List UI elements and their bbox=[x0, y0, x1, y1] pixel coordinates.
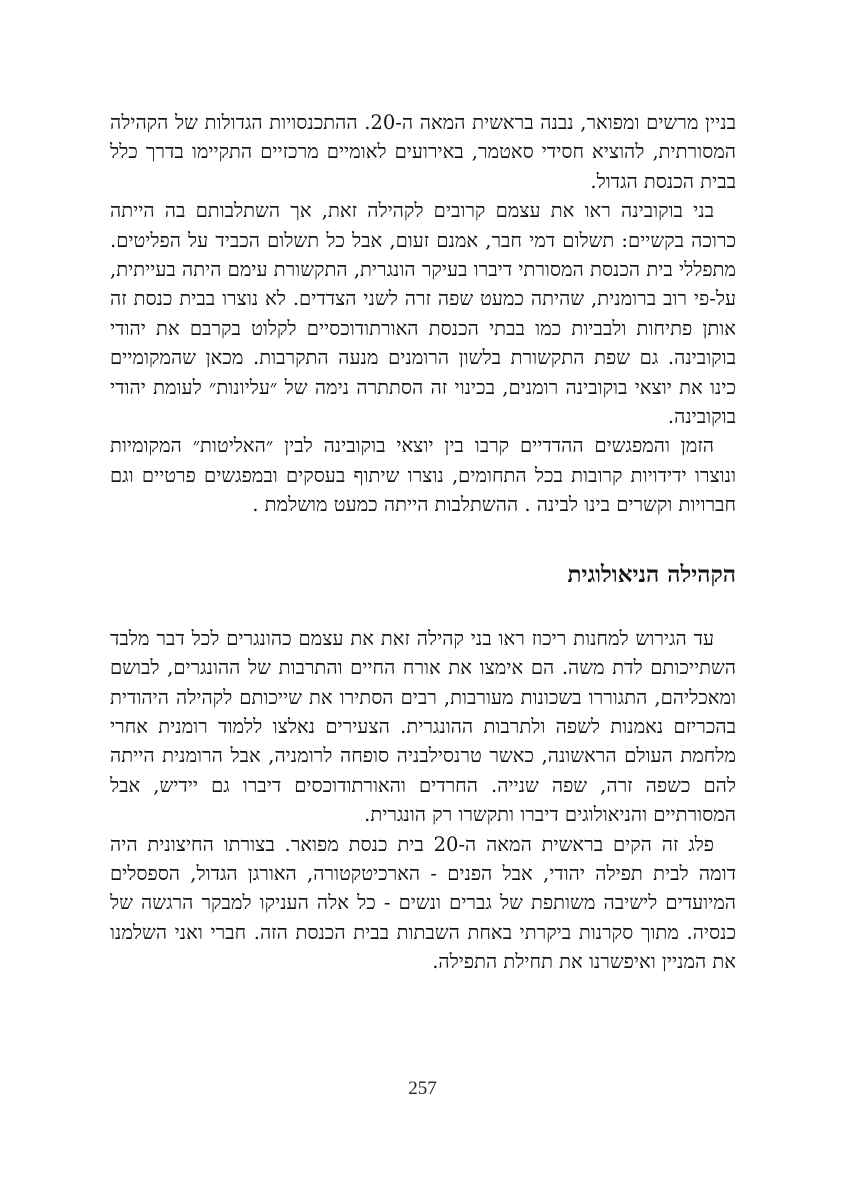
document-page bbox=[110, 108, 736, 977]
page-number: 257 bbox=[408, 1078, 437, 1099]
body-paragraph: הזמן והמפגשים ההדדיים קרבו בין יוצאי בוקובינה לבין ״האליטות״ המקומיות ונוצרו ידידויות קרובות בכל התחומים, נוצרו שיתוף בעסקים ובמפגשים פרטיים וגם חברויות וקשרים בינו לבינה . ההשתלבות הייתה כמעט מושלמת . bbox=[110, 434, 736, 517]
body-paragraph: עד הגירוש למחנות ריכוז ראו בני קהילה זאת את עצמם כהונגרים לכל דבר מלבד השתייכותם לדת משה. הם אימצו את אורח החיים והתרבות של ההונגרים, לבושם ומאכליהם, התגוררו בשכונות מעורבות, רבים הסתירו את שייכותם לקהילה היהודית בהכריזם נאמנות לשפה ולתרבות ההונגרית. הצעירים נאלצו ללמוד רומנית אחרי מלחמת העולם הראשונה, כאשר טרנסילבניה סופחה לרומניה, אבל הרומנית הייתה להם כשפה זרה, שפה שנייה. החרדים והאורתודוכסים דיברו גם יידיש, אבל המסורתיים והניאולוגים דיברו ותקשרו רק הונגרית. bbox=[110, 626, 736, 827]
body-paragraph: בניין מרשים ומפואר, נבנה בראשית המאה ה-20. ההתכנסויות הגדולות של הקהילה המסורתית, להוציא חסידי סאטמר, באירועים לאומיים מרכזיים התקיימו בדרך כלל בבית הכנסת הגדול. bbox=[110, 111, 736, 193]
body-paragraph: פלג זה הקים בראשית המאה ה-20 בית כנסת מפואר. בצורתו החיצונית היה דומה לבית תפילה יהודי, אבל הפנים - הארכיטקטורה, האורגן הגדול, הספסלים המיועדים לישיבה משותפת של גברים ונשים - כל אלה העניקו למבקר הרגשה של כנסיה. מתוך סקרנות ביקרתי באחת השבתות בבית הכנסת הזה. חברי ואני השלמנו את המניין ואיפשרנו את תחילת התפילה. bbox=[110, 832, 736, 974]
body-paragraph: בני בוקובינה ראו את עצמם קרובים לקהילה זאת, אך השתלבותם בה הייתה כרוכה בקשיים: תשלום דמי חבר, אמנם זעום, אבל כל תשלום הכביד על הפליטים. מתפללי בית הכנסת המסורתי דיברו בעיקר הונגרית, התקשורת עימם היתה בעייתית, על-פי רוב ברומנית, שהיתה כמעט שפה זרה לשני הצדדים. לא נוצרו בבית כנסת זה אותן פתיחות ולבביות כמו בבתי הכנסת האורתודוכסיים לקלוט בקרבם את יהודי בוקובינה. גם שפת התקשורת בלשון הרומנים מנעה התקרבות. מכאן שהמקומיים כינו את יוצאי בוקובינה רומנים, בכינוי זה הסתתרה נימה של ״עליונות״ לעומת יהודי בוקובינה. bbox=[110, 199, 736, 429]
section-heading: הקהילה הניאולוגית bbox=[567, 560, 736, 588]
